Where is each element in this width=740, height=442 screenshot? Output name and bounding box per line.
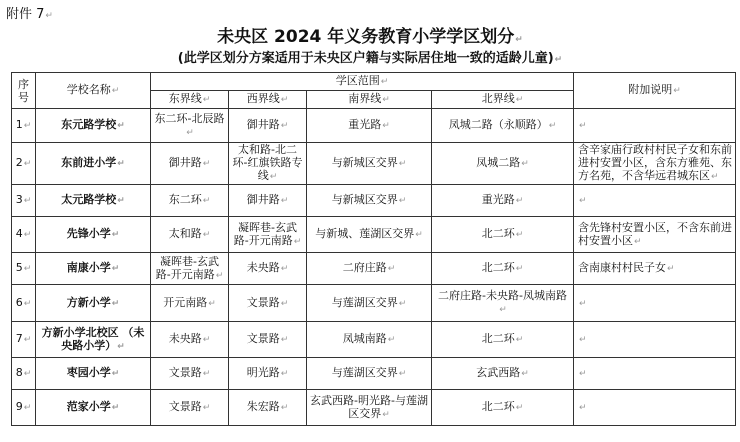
cell-seq: 7↵ <box>12 322 36 358</box>
table-row <box>12 217 736 253</box>
cell-east: 未央路↵ <box>151 322 229 358</box>
cell-south: 玄武西路-明光路-与莲湖区交界↵ <box>307 390 432 426</box>
cell-seq: 8↵ <box>12 358 36 390</box>
cell-north: 凤城二路（永顺路）↵ <box>432 109 574 143</box>
cell-south: 重光路↵ <box>307 109 432 143</box>
cell-school: 东元路学校↵ <box>36 109 151 143</box>
header-seq: 序号 <box>12 73 36 109</box>
cell-note: ↵ <box>574 285 736 322</box>
cell-north: 玄武西路↵ <box>432 358 574 390</box>
cell-west: 凝晖巷-玄武路-开元南路↵ <box>229 217 307 253</box>
header-note: 附加说明↵ <box>574 73 736 109</box>
header-east: 东界线↵ <box>151 91 229 109</box>
cell-school: 方新小学北校区 （未央路小学）↵ <box>36 322 151 358</box>
cell-north: 凤城二路↵ <box>432 143 574 185</box>
cell-south: 与莲湖区交界↵ <box>307 285 432 322</box>
cell-note: ↵ <box>574 109 736 143</box>
table-row <box>12 109 736 143</box>
table-row <box>12 185 736 217</box>
cell-west: 明光路↵ <box>229 358 307 390</box>
cell-east: 文景路↵ <box>151 390 229 426</box>
cell-note: ↵ <box>574 185 736 217</box>
school-district-table <box>11 72 736 426</box>
cell-south: 与新城、莲湖区交界↵ <box>307 217 432 253</box>
cell-north: 北二环↵ <box>432 217 574 253</box>
cell-west: 太和路-北二环-红旗铁路专线↵ <box>229 143 307 185</box>
cell-seq: 6↵ <box>12 285 36 322</box>
header-south: 南界线↵ <box>307 91 432 109</box>
cell-note: ↵ <box>574 390 736 426</box>
cell-south: 凤城南路↵ <box>307 322 432 358</box>
cell-seq: 5↵ <box>12 253 36 285</box>
cell-seq: 4↵ <box>12 217 36 253</box>
cell-east: 太和路↵ <box>151 217 229 253</box>
cell-east: 开元南路↵ <box>151 285 229 322</box>
cell-seq: 9↵ <box>12 390 36 426</box>
table-row <box>12 390 736 426</box>
cell-west: 文景路↵ <box>229 285 307 322</box>
cell-south: 与新城区交界↵ <box>307 143 432 185</box>
cell-south: 二府庄路↵ <box>307 253 432 285</box>
cell-school: 东前进小学↵ <box>36 143 151 185</box>
header-school: 学校名称↵ <box>36 73 151 109</box>
table-row <box>12 285 736 322</box>
document-title: 未央区 2024 年义务教育小学学区划分↵ <box>217 27 523 47</box>
header-west: 西界线↵ <box>229 91 307 109</box>
cell-west: 文景路↵ <box>229 322 307 358</box>
cell-west: 御井路↵ <box>229 109 307 143</box>
cell-west: 御井路↵ <box>229 185 307 217</box>
cell-seq: 2↵ <box>12 143 36 185</box>
cell-note: ↵ <box>574 358 736 390</box>
cell-south: 与新城区交界↵ <box>307 185 432 217</box>
cell-school: 范家小学↵ <box>36 390 151 426</box>
document-subtitle: (此学区划分方案适用于未央区户籍与实际居住地一致的适龄儿童)↵ <box>177 51 563 66</box>
cell-east: 文景路↵ <box>151 358 229 390</box>
cell-school: 南康小学↵ <box>36 253 151 285</box>
cell-note: 含辛家庙行政村村民子女和东前进村安置小区，含东方雅苑、东方名苑，不含华远君城东区↵ <box>574 143 736 185</box>
cell-east: 东二环-北辰路↵ <box>151 109 229 143</box>
cell-east: 御井路↵ <box>151 143 229 185</box>
cell-north: 二府庄路-未央路-凤城南路↵ <box>432 285 574 322</box>
cell-north: 北二环↵ <box>432 253 574 285</box>
cell-north: 北二环↵ <box>432 390 574 426</box>
cell-seq: 3↵ <box>12 185 36 217</box>
cell-east: 凝晖巷-玄武路-开元南路↵ <box>151 253 229 285</box>
table-row <box>12 358 736 390</box>
cell-school: 太元路学校↵ <box>36 185 151 217</box>
cell-south: 与莲湖区交界↵ <box>307 358 432 390</box>
header-range: 学区范围↵ <box>151 73 574 91</box>
cell-east: 东二环↵ <box>151 185 229 217</box>
cell-seq: 1↵ <box>12 109 36 143</box>
table-row <box>12 322 736 358</box>
cell-school: 先锋小学↵ <box>36 217 151 253</box>
table-row <box>12 253 736 285</box>
cell-note: ↵ <box>574 322 736 358</box>
cell-school: 方新小学↵ <box>36 285 151 322</box>
table-row <box>12 143 736 185</box>
cell-note: 含南康村村民子女↵ <box>574 253 736 285</box>
header-north: 北界线↵ <box>432 91 574 109</box>
cell-north: 重光路↵ <box>432 185 574 217</box>
cell-school: 枣园小学↵ <box>36 358 151 390</box>
cell-north: 北二环↵ <box>432 322 574 358</box>
cell-west: 朱宏路↵ <box>229 390 307 426</box>
cell-west: 未央路↵ <box>229 253 307 285</box>
cell-note: 含先锋村安置小区，不含东前进村安置小区↵ <box>574 217 736 253</box>
attachment-label: 附件 7↵ <box>6 7 53 22</box>
